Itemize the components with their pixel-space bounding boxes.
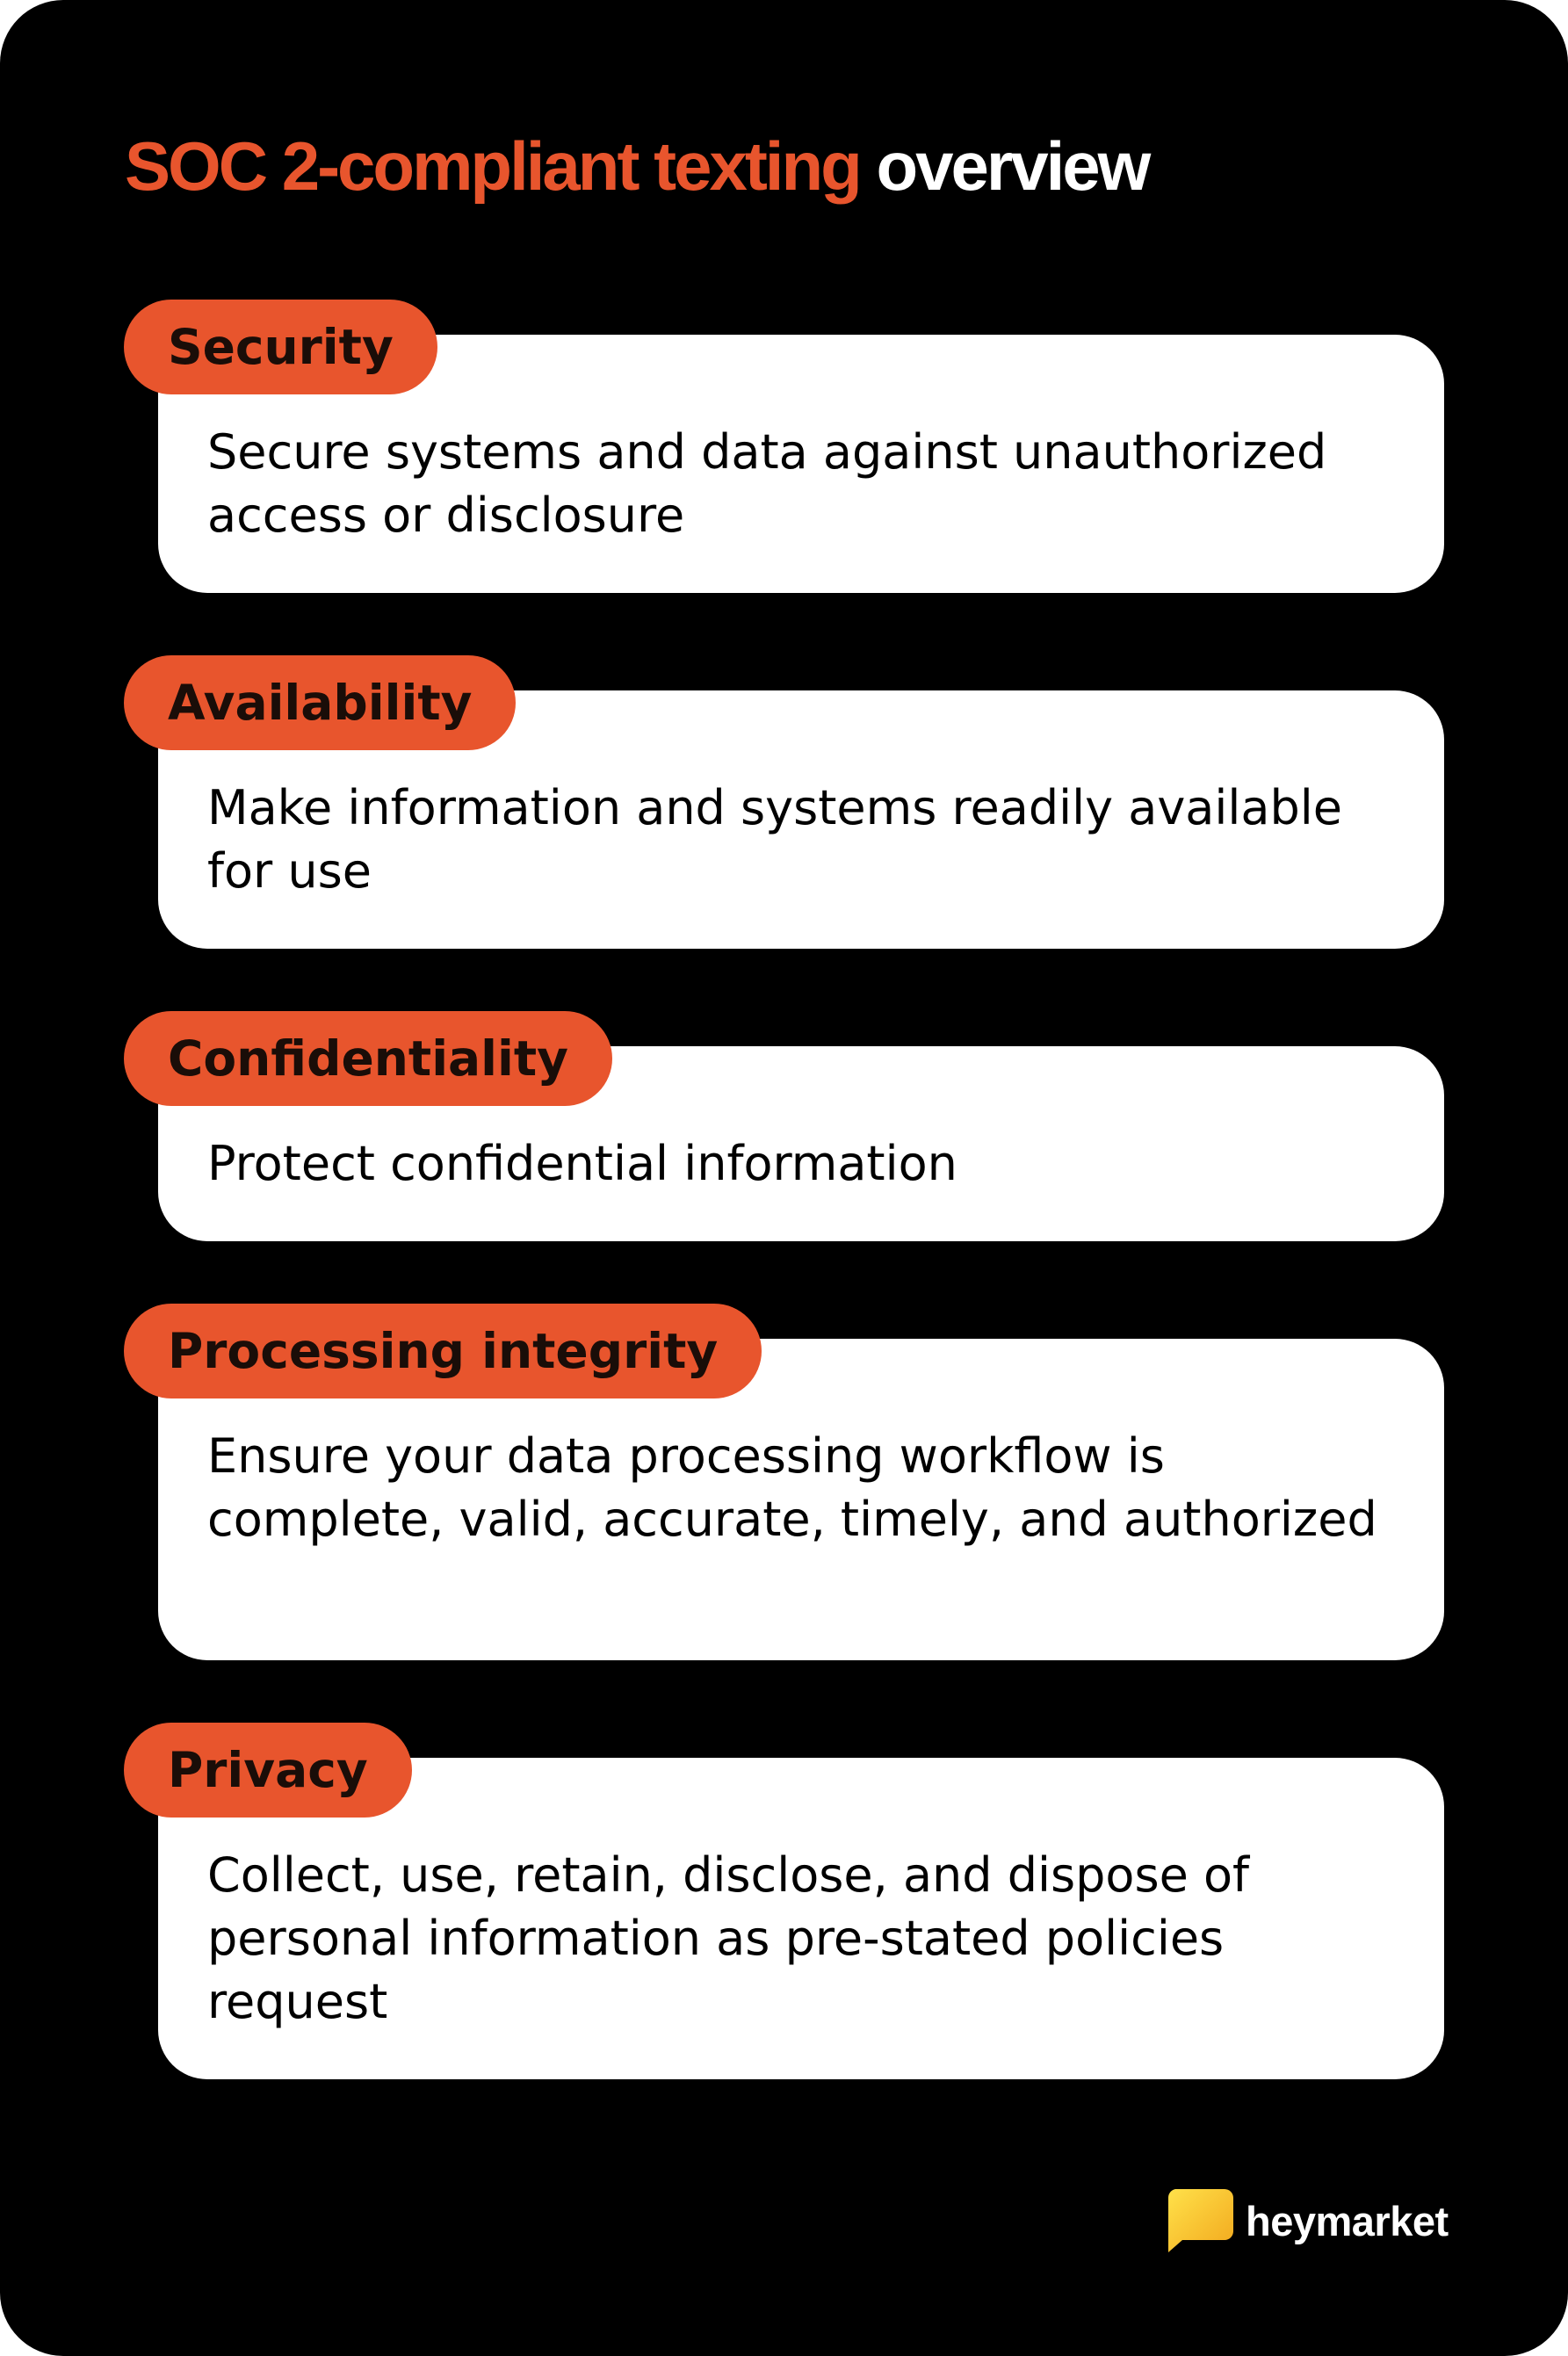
card-description: Make information and systems readily available for use [207,780,1342,899]
pill-security [124,300,437,394]
pill-label: Processing integrity [168,1323,719,1379]
pill-label: Privacy [168,1742,368,1798]
card-description: Collect, use, retain, disclose, and dispose of personal information as pre-stated policies request [207,1847,1250,2029]
card-description: Secure systems and data against unauthorized access or disclosure [207,424,1327,543]
pill-availability [124,655,516,750]
speech-bubble-icon [1165,2187,1235,2254]
card-description: Protect confidential information [207,1136,957,1191]
pill-label: Confidentiality [168,1030,569,1087]
pill-label: Availability [168,675,473,731]
page-title [125,127,1149,205]
pill-privacy [124,1723,412,1818]
title-accent: SOC 2-compliant texting [125,127,860,205]
pill-processing-integrity [124,1304,762,1398]
card-description: Ensure your data processing workflow is complete, valid, accurate, timely, and authorized [207,1428,1377,1547]
pill-confidentiality [124,1011,612,1106]
logo-wordmark: heymarket [1246,2197,1449,2244]
pill-label: Security [168,319,394,375]
title-rest: overview [876,127,1149,205]
heymarket-logo [1165,2187,1449,2254]
